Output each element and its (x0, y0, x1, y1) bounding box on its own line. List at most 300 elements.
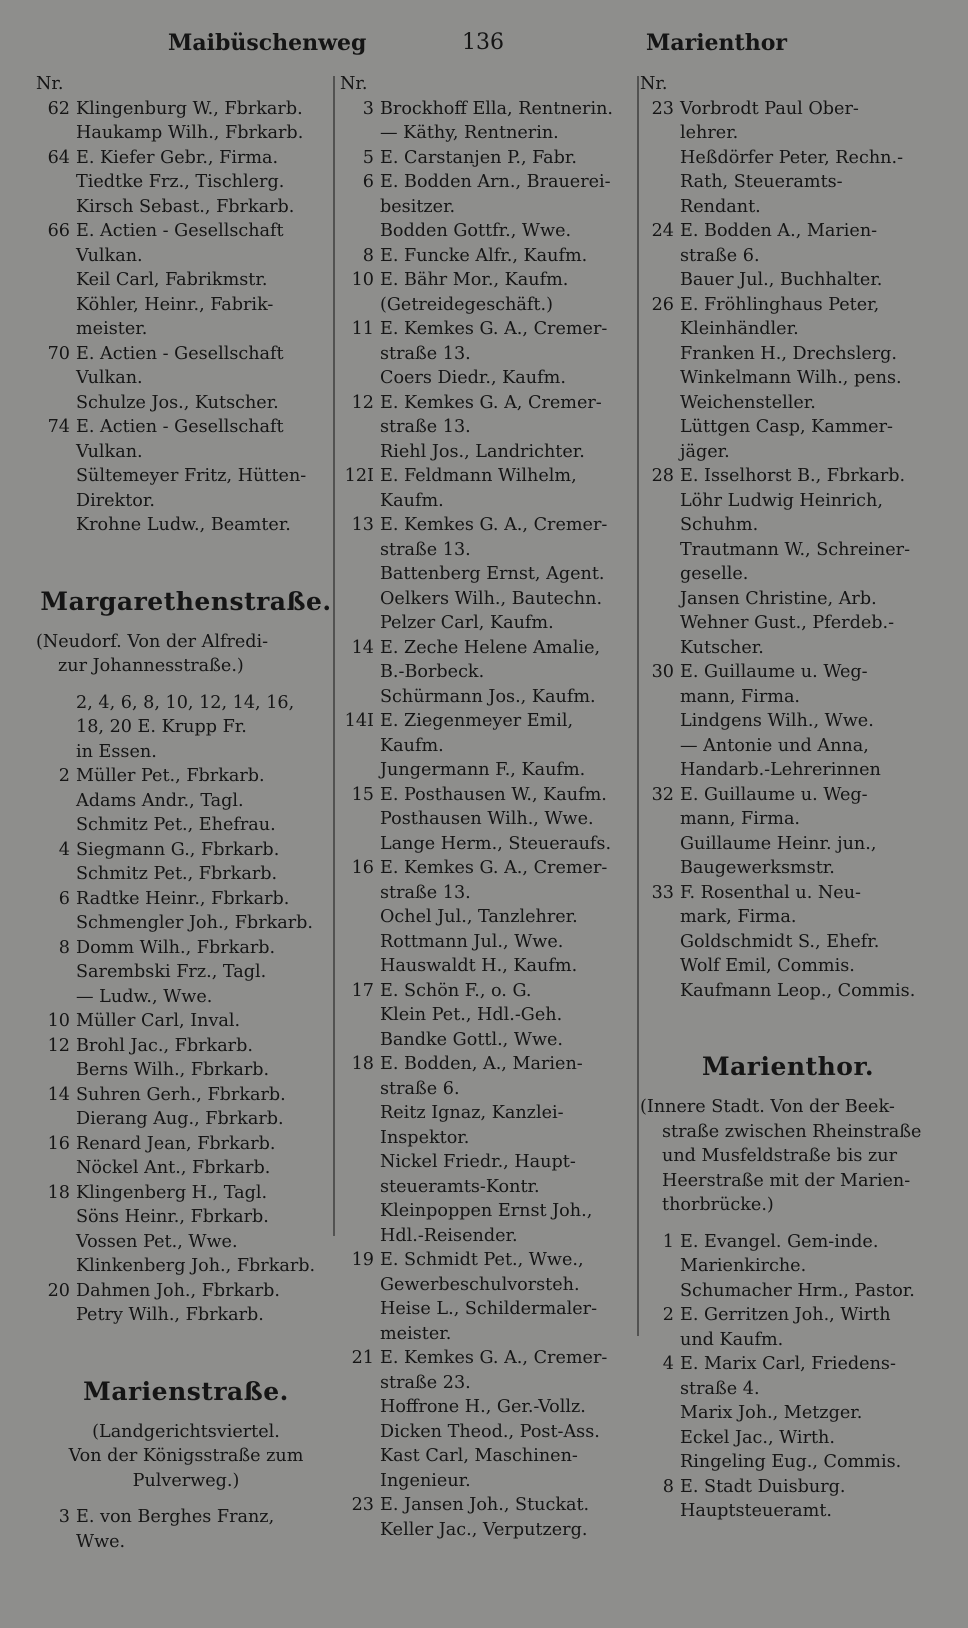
entry-text: mark, Firma. (680, 907, 797, 927)
entry-text: Trautmann W., Schreiner- (680, 539, 911, 560)
directory-entry-line (36, 1254, 336, 1279)
directory-entry-line (640, 587, 936, 612)
house-number: 32 (651, 784, 674, 805)
entry-text: E. Guillaume u. Weg- (680, 662, 868, 682)
entry-text: Berns Wilh., Fbrkarb. (76, 1060, 270, 1080)
entry-text: Haukamp Wilh., Fbrkarb. (76, 123, 304, 143)
directory-entry-line (36, 813, 336, 838)
directory-entry-line (340, 464, 632, 489)
entry-text: Schuhm. (680, 515, 759, 535)
section-description-line: straße zwischen Rheinstraße (662, 1121, 922, 1142)
house-number: 6 (58, 888, 70, 909)
directory-entry-line (36, 146, 336, 171)
directory-entry-line (36, 1156, 336, 1181)
house-number: 16 (351, 858, 374, 878)
entry-text: straße 4. (680, 1378, 760, 1399)
entry-text: straße 13. (380, 882, 471, 903)
directory-entry-line (640, 293, 936, 318)
house-number: 24 (651, 221, 674, 241)
directory-entry-line (36, 740, 336, 765)
entry-text: Wwe. (76, 1531, 126, 1552)
house-number: 1 (662, 1231, 674, 1252)
house-number: 3 (58, 1507, 70, 1527)
entry-text: E. Bodden Arn., Brauerei- (380, 172, 611, 192)
entry-text: straße 13. (380, 343, 471, 364)
section-title: Marienstraße. (83, 1376, 289, 1406)
entry-text: Tiedtke Frz., Tischlerg. (76, 172, 285, 192)
directory-entry-line (36, 195, 336, 220)
section-description (640, 1095, 936, 1218)
entry-text: Goldschmidt S., Ehefr. (680, 931, 880, 952)
directory-entry-line (640, 660, 936, 685)
directory-entry-line (340, 1493, 632, 1518)
entry-text: E. Stadt Duisburg. (680, 1476, 846, 1497)
directory-entry-line (36, 911, 336, 936)
directory-entry-line (340, 1420, 632, 1445)
section-description-line: thorbrücke.) (662, 1195, 774, 1215)
house-number: 33 (651, 882, 674, 903)
directory-entry-line (640, 979, 936, 1004)
directory-entry-line (640, 538, 936, 563)
entry-text: lehrer. (680, 123, 739, 143)
directory-entry-line (340, 1150, 632, 1175)
house-number: 70 (47, 343, 70, 364)
entry-text: Müller Pet., Fbrkarb. (76, 766, 265, 786)
entry-text: Kleinpoppen Ernst Joh., (380, 1201, 593, 1221)
directory-entry-line (340, 219, 632, 244)
directory-entry-line (640, 905, 936, 930)
entry-text: E. Kemkes G. A., Cremer- (380, 1348, 608, 1368)
section-description-line: Pulverweg.) (132, 1470, 240, 1491)
section-description-line: Von der Königsstraße zum (68, 1446, 304, 1466)
directory-entry-line (36, 342, 336, 367)
column-divider-2 (637, 76, 639, 1336)
entry-text: Köhler, Heinr., Fabrik- (76, 294, 274, 315)
house-number: 14 (351, 637, 374, 658)
entry-text: Direktor. (76, 490, 155, 511)
directory-entry-line (36, 960, 336, 985)
entry-text: mann, Firma. (680, 809, 801, 829)
entry-text: E. Feldmann Wilhelm, (380, 466, 577, 486)
entry-list (36, 1505, 336, 1554)
entry-text: Nöckel Ant., Fbrkarb. (76, 1158, 271, 1178)
nr-label: Nr. (36, 74, 64, 94)
directory-entry-line (340, 1052, 632, 1077)
directory-entry-line (340, 440, 632, 465)
entry-text: Schmitz Pet., Ehefrau. (76, 815, 276, 835)
house-number: 11 (351, 319, 374, 339)
entry-text: E. Posthausen W., Kaufm. (380, 784, 607, 805)
directory-entry-line (340, 709, 632, 734)
directory-entry-line (340, 783, 632, 808)
directory-entry-line (640, 513, 936, 538)
directory-entry-line (640, 268, 936, 293)
house-number: 26 (651, 294, 674, 315)
directory-entry-line (640, 832, 936, 857)
entry-text: Ringeling Eug., Commis. (680, 1452, 902, 1472)
house-number: 13 (351, 515, 374, 535)
directory-entry-line (340, 121, 632, 146)
directory-entry-line (36, 170, 336, 195)
directory-entry-line (340, 244, 632, 269)
directory-entry-line (36, 887, 336, 912)
entry-text: Siegmann G., Fbrkarb. (76, 839, 280, 860)
entry-text: Inspektor. (380, 1127, 470, 1148)
directory-entry-line (36, 97, 336, 122)
directory-entry-line (640, 97, 936, 122)
entry-text: E. Bähr Mor., Kaufm. (380, 270, 569, 290)
directory-entry-line (640, 219, 936, 244)
house-number: 6 (362, 172, 374, 192)
entry-text: E. Isselhorst B., Fbrkarb. (680, 466, 906, 486)
entry-text: E. Guillaume u. Weg- (680, 784, 868, 805)
entry-text: E. Schmidt Pet., Wwe., (380, 1250, 584, 1270)
entry-text: Söns Heinr., Fbrkarb. (76, 1207, 269, 1227)
directory-entry-line (340, 1322, 632, 1347)
entry-list (640, 97, 936, 1004)
entry-text: Posthausen Wilh., Wwe. (380, 809, 594, 829)
directory-entry-line (340, 1297, 632, 1322)
directory-entry-line (340, 391, 632, 416)
entry-text: — Ludw., Wwe. (76, 986, 213, 1007)
directory-entry-line (340, 342, 632, 367)
directory-entry-line (640, 562, 936, 587)
house-number: 14I (344, 711, 374, 731)
directory-entry-line (640, 685, 936, 710)
entry-text: — Käthy, Rentnerin. (380, 123, 559, 143)
entry-list (36, 97, 336, 538)
house-number: 18 (47, 1182, 70, 1203)
entry-text: E. Bodden A., Marien- (680, 221, 878, 241)
directory-entry-line (640, 342, 936, 367)
entry-text: und Kaufm. (680, 1329, 784, 1350)
directory-entry-line (340, 1077, 632, 1102)
entry-text: E. Marix Carl, Friedens- (680, 1354, 896, 1374)
directory-entry-line (340, 1199, 632, 1224)
entry-text: Löhr Ludwig Heinrich, (680, 490, 883, 511)
directory-entry-line (36, 985, 336, 1010)
entry-text: Guillaume Heinr. jun., (680, 833, 877, 854)
entry-text: Schmitz Pet., Fbrkarb. (76, 864, 278, 884)
entry-text: Bandke Gottl., Wwe. (380, 1029, 564, 1050)
directory-entry-line (340, 1101, 632, 1126)
directory-entry-line (340, 1248, 632, 1273)
entry-text: E. Kemkes G. A., Cremer- (380, 515, 608, 535)
entry-text: Dicken Theod., Post-Ass. (380, 1421, 600, 1442)
directory-entry-line (36, 440, 336, 465)
directory-entry-line (340, 538, 632, 563)
entry-text: Franken H., Drechslerg. (680, 343, 898, 364)
entry-text: Marienkirche. (680, 1256, 807, 1276)
directory-entry-line (640, 954, 936, 979)
directory-entry-line (36, 293, 336, 318)
entry-text: Kast Carl, Maschinen- (380, 1446, 578, 1466)
directory-entry-line (340, 636, 632, 661)
directory-entry-line (640, 881, 936, 906)
entry-list (36, 691, 336, 1328)
directory-entry-line (340, 1395, 632, 1420)
section-description-line: und Musfeldstraße bis zur (662, 1146, 897, 1166)
house-number: 16 (47, 1133, 70, 1154)
directory-entry-line (640, 856, 936, 881)
house-number: 12 (47, 1035, 70, 1056)
house-number: 2 (58, 766, 70, 786)
directory-entry-line (640, 415, 936, 440)
entry-text: Ingenieur. (380, 1470, 471, 1491)
entry-text: Baugewerksmstr. (680, 858, 835, 878)
directory-entry-line (640, 1450, 936, 1475)
entry-text: Klinkenberg Joh., Fbrkarb. (76, 1256, 316, 1276)
directory-entry-line (36, 489, 336, 514)
directory-entry-line (36, 268, 336, 293)
entry-text: Bodden Gottfr., Wwe. (380, 221, 572, 241)
house-number: 64 (47, 147, 70, 168)
house-number: 62 (47, 98, 70, 119)
directory-entry-line (640, 783, 936, 808)
house-number: 8 (662, 1476, 674, 1497)
entry-text: Wolf Emil, Commis. (680, 956, 855, 976)
directory-entry-line (340, 97, 632, 122)
entry-text: straße 6. (380, 1078, 460, 1099)
entry-text: Müller Carl, Inval. (76, 1011, 241, 1031)
entry-text: Oelkers Wilh., Bautechn. (380, 588, 603, 609)
section-description (36, 1420, 336, 1494)
entry-text: Krohne Ludw., Beamter. (76, 515, 291, 535)
directory-entry-line (340, 954, 632, 979)
entry-text: Nickel Friedr., Haupt- (380, 1152, 576, 1172)
directory-entry-line (340, 1028, 632, 1053)
house-number: 28 (651, 466, 674, 486)
directory-entry-line (340, 1003, 632, 1028)
entry-text: straße 13. (380, 539, 471, 560)
entry-text: Wehner Gust., Pferdeb.- (680, 613, 895, 633)
directory-entry-line (36, 219, 336, 244)
entry-text: steueramts-Kontr. (380, 1176, 540, 1197)
entry-text: Coers Diedr., Kaufm. (380, 368, 566, 388)
entry-list (340, 97, 632, 1543)
entry-text: Dahmen Joh., Fbrkarb. (76, 1280, 280, 1301)
entry-text: E. Kemkes G. A., Cremer- (380, 319, 608, 339)
directory-entry-line (340, 1126, 632, 1151)
directory-entry-line (640, 1279, 936, 1304)
house-number: 30 (651, 662, 674, 682)
entry-text: Keller Jac., Verputzerg. (380, 1519, 588, 1540)
entry-text: E. Bodden, A., Marien- (380, 1054, 583, 1074)
entry-text: Klein Pet., Hdl.-Geh. (380, 1005, 563, 1025)
directory-entry-line (340, 293, 632, 318)
directory-entry-line (640, 121, 936, 146)
entry-text: Schürmann Jos., Kaufm. (380, 686, 596, 707)
entry-text: Ochel Jul., Tanzlehrer. (380, 907, 578, 927)
directory-entry-line (640, 1352, 936, 1377)
directory-entry-line (340, 832, 632, 857)
directory-entry-line (36, 862, 336, 887)
directory-entry-line (640, 930, 936, 955)
directory-entry-line (340, 415, 632, 440)
directory-entry-line (640, 170, 936, 195)
directory-entry-line (340, 1371, 632, 1396)
house-number: 20 (47, 1280, 70, 1301)
directory-entry-line (340, 1518, 632, 1543)
directory-entry-line (640, 244, 936, 269)
entry-text: Adams Andr., Tagl. (76, 790, 244, 811)
entry-text: Gewerbeschulvorsteh. (380, 1274, 580, 1295)
section-description (36, 630, 336, 679)
entry-text: Hauswaldt H., Kaufm. (380, 956, 578, 976)
entry-text: Jungermann F., Kaufm. (380, 760, 586, 780)
directory-entry-line (640, 440, 936, 465)
house-number: 23 (351, 1495, 374, 1515)
entry-text: Handarb.-Lehrerinnen (680, 760, 881, 780)
directory-entry-line (36, 1530, 336, 1555)
directory-entry-line (640, 1303, 936, 1328)
directory-entry-line (640, 195, 936, 220)
entry-text: — Antonie und Anna, (680, 735, 869, 756)
house-number: 5 (362, 147, 374, 168)
directory-entry-line (36, 1058, 336, 1083)
directory-entry-line (640, 758, 936, 783)
entry-text: Domm Wilh., Fbrkarb. (76, 937, 276, 958)
directory-entry-line (36, 1303, 336, 1328)
section-description-line: (Innere Stadt. Von der Beek- (640, 1097, 895, 1117)
entry-text: Battenberg Ernst, Agent. (380, 564, 605, 584)
directory-entry-line (640, 391, 936, 416)
entry-text: E. Carstanjen P., Fabr. (380, 147, 577, 168)
page-number: 136 (462, 30, 504, 55)
directory-entry-line (36, 513, 336, 538)
house-number: 21 (351, 1348, 374, 1368)
entry-text: Suhren Gerh., Fbrkarb. (76, 1084, 286, 1105)
directory-entry-line (36, 464, 336, 489)
directory-entry-line (36, 936, 336, 961)
entry-text: Hoffrone H., Ger.-Vollz. (380, 1397, 586, 1417)
entry-text: E. Actien - Gesellschaft (76, 343, 284, 364)
directory-entry-line (340, 195, 632, 220)
entry-text: Riehl Jos., Landrichter. (380, 441, 585, 462)
directory-entry-line (340, 807, 632, 832)
entry-text: Marix Joh., Metzger. (680, 1403, 863, 1423)
entry-text: Petry Wilh., Fbrkarb. (76, 1305, 264, 1325)
house-number: 19 (351, 1250, 374, 1270)
entry-text: Vulkan. (76, 368, 143, 388)
directory-entry-line (640, 636, 936, 661)
directory-entry-line (36, 691, 336, 716)
entry-text: Rendant. (680, 196, 761, 217)
house-number: 8 (58, 937, 70, 958)
entry-text: Brockhoff Ella, Rentnerin. (380, 98, 613, 119)
nr-label: Nr. (340, 74, 368, 94)
directory-entry-line (340, 1444, 632, 1469)
house-number: 4 (662, 1354, 674, 1374)
directory-entry-line (640, 709, 936, 734)
entry-text: Schumacher Hrm., Pastor. (680, 1280, 915, 1301)
entry-text: Kleinhändler. (680, 319, 799, 339)
directory-entry-line (340, 170, 632, 195)
entry-text: E. Gerritzen Joh., Wirth (680, 1305, 891, 1325)
directory-entry-line (640, 464, 936, 489)
entry-text: Kaufm. (380, 490, 444, 511)
directory-entry-line (640, 611, 936, 636)
entry-text: (Getreidegeschäft.) (380, 294, 553, 315)
directory-entry-line (640, 1475, 936, 1500)
directory-entry-line (640, 807, 936, 832)
directory-entry-line (340, 881, 632, 906)
entry-text: E. Funcke Alfr., Kaufm. (380, 245, 588, 266)
entry-text: meister. (76, 319, 148, 339)
section-description-line: (Landgerichtsviertel. (92, 1421, 280, 1442)
directory-entry-line (640, 366, 936, 391)
directory-entry-line (36, 366, 336, 391)
entry-text: Winkelmann Wilh., pens. (680, 368, 902, 388)
directory-entry-line (340, 611, 632, 636)
entry-text: geselle. (680, 564, 749, 584)
house-number: 2 (662, 1305, 674, 1325)
section-description-line: (Neudorf. Von der Alfredi- (36, 631, 269, 652)
entry-text: Renard Jean, Fbrkarb. (76, 1133, 276, 1154)
house-number: 8 (362, 245, 374, 266)
directory-entry-line (36, 838, 336, 863)
directory-entry-line (340, 734, 632, 759)
directory-entry-line (36, 317, 336, 342)
directory-entry-line (640, 317, 936, 342)
entry-list (640, 1230, 936, 1524)
entry-text: Kirsch Sebast., Fbrkarb. (76, 196, 295, 217)
directory-entry-line (36, 121, 336, 146)
entry-text: Hdl.-Reisender. (380, 1225, 518, 1246)
entry-text: Heise L., Schildermaler- (380, 1299, 598, 1319)
entry-text: Heßdörfer Peter, Rechn.- (680, 147, 904, 168)
entry-text: E. Fröhlinghaus Peter, (680, 294, 880, 315)
section-title: Marienthor. (701, 1052, 875, 1081)
directory-entry-line (640, 1401, 936, 1426)
entry-text: Vulkan. (76, 245, 143, 266)
entry-text: besitzer. (380, 196, 456, 217)
directory-entry-line (340, 268, 632, 293)
entry-text: E. Ziegenmeyer Emil, (380, 711, 574, 731)
entry-text: E. von Berghes Franz, (76, 1507, 275, 1527)
entry-text: Jansen Christine, Arb. (680, 588, 877, 609)
entry-text: mann, Firma. (680, 686, 801, 707)
directory-entry-line (640, 1328, 936, 1353)
directory-entry-line (340, 1175, 632, 1200)
house-number: 15 (351, 784, 374, 805)
entry-text: Schmengler Joh., Fbrkarb. (76, 913, 314, 933)
entry-text: Bauer Jul., Buchhalter. (680, 270, 883, 290)
column-2 (340, 72, 632, 1542)
house-number: 18 (351, 1054, 374, 1074)
house-number: 10 (351, 270, 374, 290)
entry-text: E. Kiefer Gebr., Firma. (76, 147, 279, 168)
entry-text: 18, 20 E. Krupp Fr. (76, 717, 247, 737)
directory-entry-line (36, 1181, 336, 1206)
directory-entry-line (340, 979, 632, 1004)
entry-text: Lange Herm., Steueraufs. (380, 833, 612, 854)
entry-text: Lindgens Wilh., Wwe. (680, 711, 874, 731)
entry-text: Brohl Jac., Fbrkarb. (76, 1035, 253, 1056)
entry-text: Schulze Jos., Kutscher. (76, 392, 279, 413)
directory-entry-line (340, 317, 632, 342)
directory-entry-line (340, 1346, 632, 1371)
entry-text: Lüttgen Casp, Kammer- (680, 417, 893, 437)
section-title: Margarethenstraße. (40, 586, 332, 616)
entry-text: Kaufm. (380, 735, 444, 756)
column-1 (36, 72, 336, 1554)
entry-text: straße 13. (380, 417, 471, 437)
house-number: 3 (362, 98, 374, 119)
directory-entry-line (340, 660, 632, 685)
entry-text: Klingenberg H., Tagl. (76, 1182, 268, 1203)
directory-entry-line (36, 1009, 336, 1034)
